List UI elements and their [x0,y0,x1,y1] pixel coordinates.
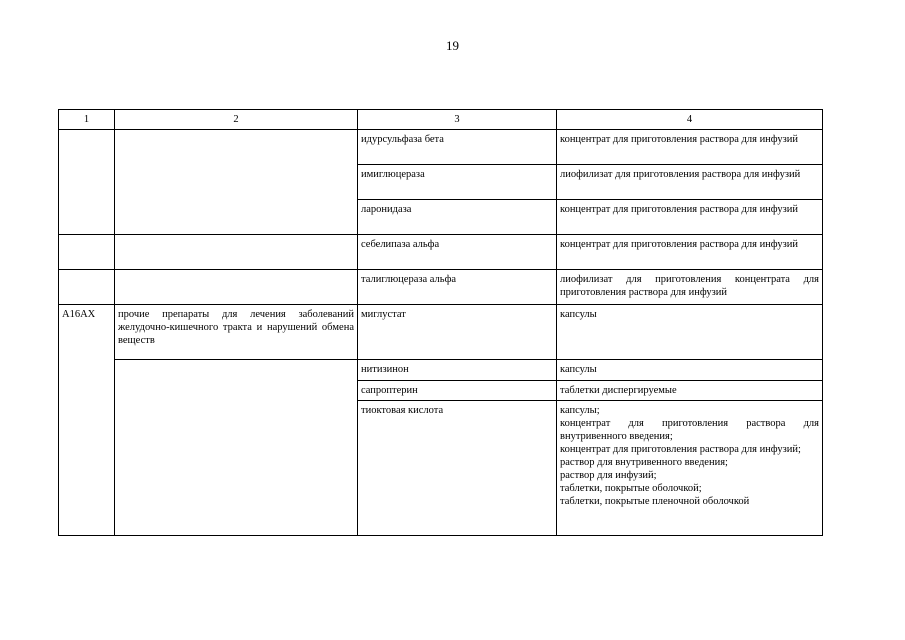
drug-cell: тиоктовая кислота [358,401,557,536]
drug-cell: идурсульфаза бета [358,130,557,165]
header-cell: 2 [115,110,358,130]
code-cell [59,235,115,270]
form-cell: концентрат для приготовления раствора для инфузий [557,235,823,270]
table-header-row [59,110,823,130]
table-row [59,360,823,381]
form-cell: капсулы [557,305,823,360]
form-cell: таблетки диспергируемые [557,381,823,401]
form-line: концентрат для приготовления раствора для внутривенного введения; [560,418,819,442]
group-cell [115,270,358,305]
form-line: концентрат для приготовления раствора для инфузий; [560,444,801,455]
page-number: 19 [446,38,459,53]
drug-cell: имиглюцераза [358,165,557,200]
form-cell: концентрат для приготовления раствора для инфузий [557,200,823,235]
group-cell: прочие препараты для лечения заболеваний желудочно-кишечного тракта и нарушений обмена веществ [115,305,358,360]
form-cell: лиофилизат для приготовления концентрата для приготовления раствора для инфузий [557,270,823,305]
code-cell: A16AX [59,305,115,536]
table-row [59,235,823,270]
drug-cell: нитизинон [358,360,557,381]
drug-cell: миглустат [358,305,557,360]
drug-cell: себелипаза альфа [358,235,557,270]
group-cell [115,360,358,536]
form-cell: капсулы [557,360,823,381]
header-cell: 4 [557,110,823,130]
form-cell: лиофилизат для приготовления раствора для инфузий [557,165,823,200]
header-cell: 3 [358,110,557,130]
form-line: раствор для внутривенного введения; [560,457,728,468]
form-cell [557,401,823,536]
table-row [59,305,823,360]
code-cell [59,270,115,305]
drug-cell: сапроптерин [358,381,557,401]
code-cell [59,130,115,235]
form-line: капсулы; [560,405,600,416]
form-line: раствор для инфузий; [560,470,657,481]
form-line: таблетки, покрытые пленочной оболочкой [560,496,750,507]
form-line: таблетки, покрытые оболочкой; [560,483,702,494]
drug-cell: талиглюцераза альфа [358,270,557,305]
group-cell [115,235,358,270]
form-cell: концентрат для приготовления раствора для инфузий [557,130,823,165]
drug-cell: ларонидаза [358,200,557,235]
drug-table [58,109,823,536]
group-cell [115,130,358,235]
table-row [59,270,823,305]
table-row [59,130,823,165]
header-cell: 1 [59,110,115,130]
